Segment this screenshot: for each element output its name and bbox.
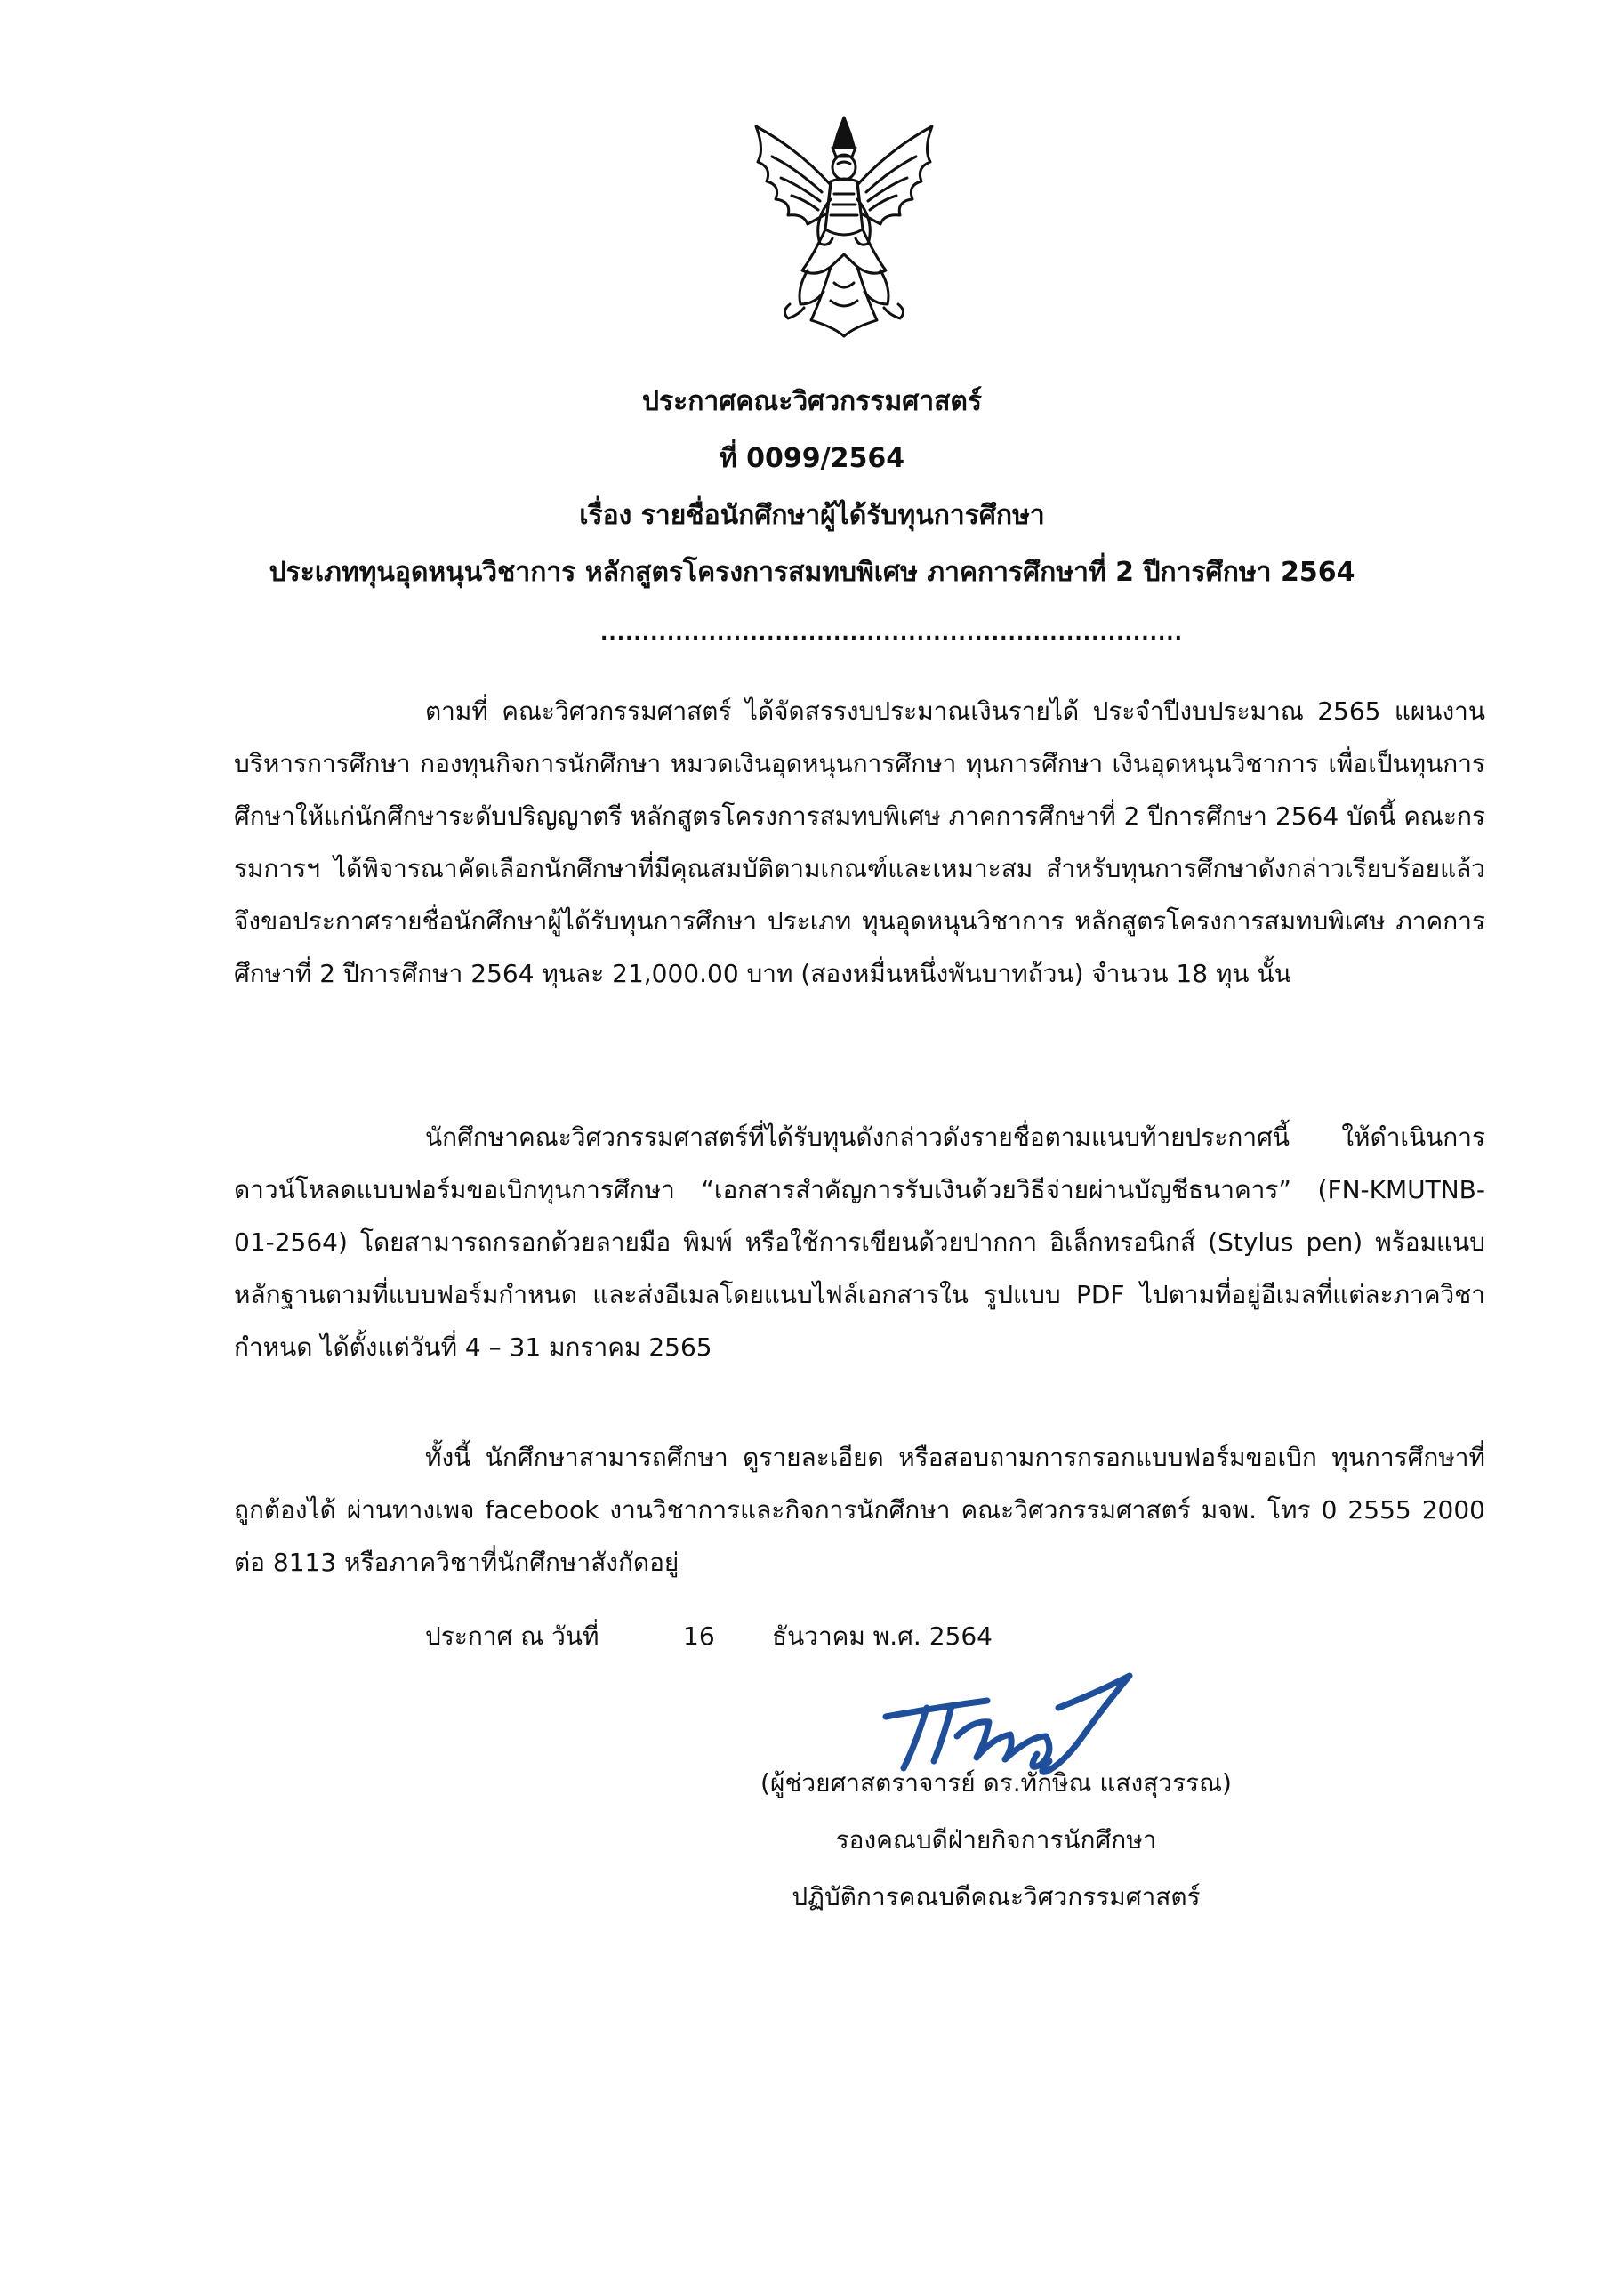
paragraph-text: นักศึกษาคณะวิศวกรรมศาสตร์ที่ได้รับทุนดังกล่าวดังรายชื่อตามแนบท้ายประกาศนี้ ให้ดำเนินการดาวน์โหลดแบบฟอร์มขอเบิกทุนการศึกษา “เอกสารสำคัญการรับเงินด้วยวิธีจ่ายผ่านบัญชีธนาคาร” (FN-KMUTNB-01-2564) โดยสามารถกรอกด้วยลายมือ พิมพ์ หรือใช้การเขียนด้วยปากกา อิเล็กทรอนิกส์ (Stylus pen) พร้อมแนบหลักฐานตามที่แบบฟอร์มกำหนด และส่งอีเมลโดยแนบไฟล์เอกสารใน รูปแบบ PDF ไปตามที่อยู่อีเมลที่แต่ละภาควิชากำหนด ได้ตั้งแต่วันที่ 4 – 31 มกราคม 2565 [234, 1122, 1485, 1362]
body-paragraph-2 [234, 1111, 1485, 1373]
body-paragraph-3 [234, 1431, 1485, 1589]
announcement-subject-detail: ประเภททุนอุดหนุนวิชาการ หลักสูตรโครงการสมทบพิเศษ ภาคการศึกษาที่ 2 ปีการศึกษา 2564 [269, 557, 1355, 588]
announcement-subject: เรื่อง รายชื่อนักศึกษาผู้ได้รับทุนการศึกษา [579, 500, 1045, 531]
announcement-date [425, 1619, 993, 1654]
signatory-position: รองคณบดีฝ่ายกิจการนักศึกษา [835, 1825, 1157, 1855]
body-paragraph-1 [234, 685, 1485, 1000]
date-month-year: ธันวาคม พ.ศ. 2564 [772, 1621, 993, 1651]
date-label: ประกาศ ณ วันที่ [425, 1621, 599, 1651]
paragraph-text: ทั้งนี้ นักศึกษาสามารถศึกษา ดูรายละเอียด หรือสอบถามการกรอกแบบฟอร์มขอเบิก ทุนการศึกษาที่ถูกต้องได้ ผ่านทางเพจ facebook งานวิชาการและกิจการนักศึกษา คณะวิศวกรรมศาสตร์ มจพ. โทร 0 2555 2000 ต่อ 8113 หรือภาควิชาที่นักศึกษาสังกัดอยู่ [234, 1443, 1485, 1577]
announcement-title: ประกาศคณะวิศวกรรมศาสตร์ [641, 386, 983, 417]
handwritten-signature [880, 1672, 1134, 1779]
garuda-emblem-icon [745, 114, 943, 338]
paragraph-text: ตามที่ คณะวิศวกรรมศาสตร์ ได้จัดสรรงบประมาณเงินรายได้ ประจำปีงบประมาณ 2565 แผนงานบริหารการศึกษา กองทุนกิจการนักศึกษา หมวดเงินอุดหนุนการศึกษา ทุนการศึกษา เงินอุดหนุนวิชาการ เพื่อเป็นทุนการศึกษาให้แก่นักศึกษาระดับปริญญาตรี หลักสูตรโครงการสมทบพิเศษ ภาคการศึกษาที่ 2 ปีการศึกษา 2564 บัดนี้ คณะกรรมการฯ ได้พิจารณาคัดเลือกนักศึกษาที่มีคุณสมบัติตามเกณฑ์และเหมาะสม สำหรับทุนการศึกษาดังกล่าวเรียบร้อยแล้ว จึงขอประกาศรายชื่อนักศึกษาผู้ได้รับทุนการศึกษา ประเภท ทุนอุดหนุนวิชาการ หลักสูตรโครงการสมทบพิเศษ ภาคการศึกษาที่ 2 ปีการศึกษา 2564 ทุนละ 21,000.00 บาท (สองหมื่นหนึ่งพันบาทถ้วน) จำนวน 18 ทุน นั้น [234, 696, 1485, 988]
signatory-name: (ผู้ช่วยศาสตราจารย์ ดร.ทักษิณ แสงสุวรรณ) [760, 1768, 1232, 1798]
date-day: 16 [683, 1621, 715, 1651]
dotted-separator: ...................................................................... [600, 623, 1184, 645]
announcement-number: ที่ 0099/2564 [719, 443, 905, 474]
signatory-acting-position: ปฏิบัติการคณบดีคณะวิศวกรรมศาสตร์ [792, 1882, 1201, 1911]
